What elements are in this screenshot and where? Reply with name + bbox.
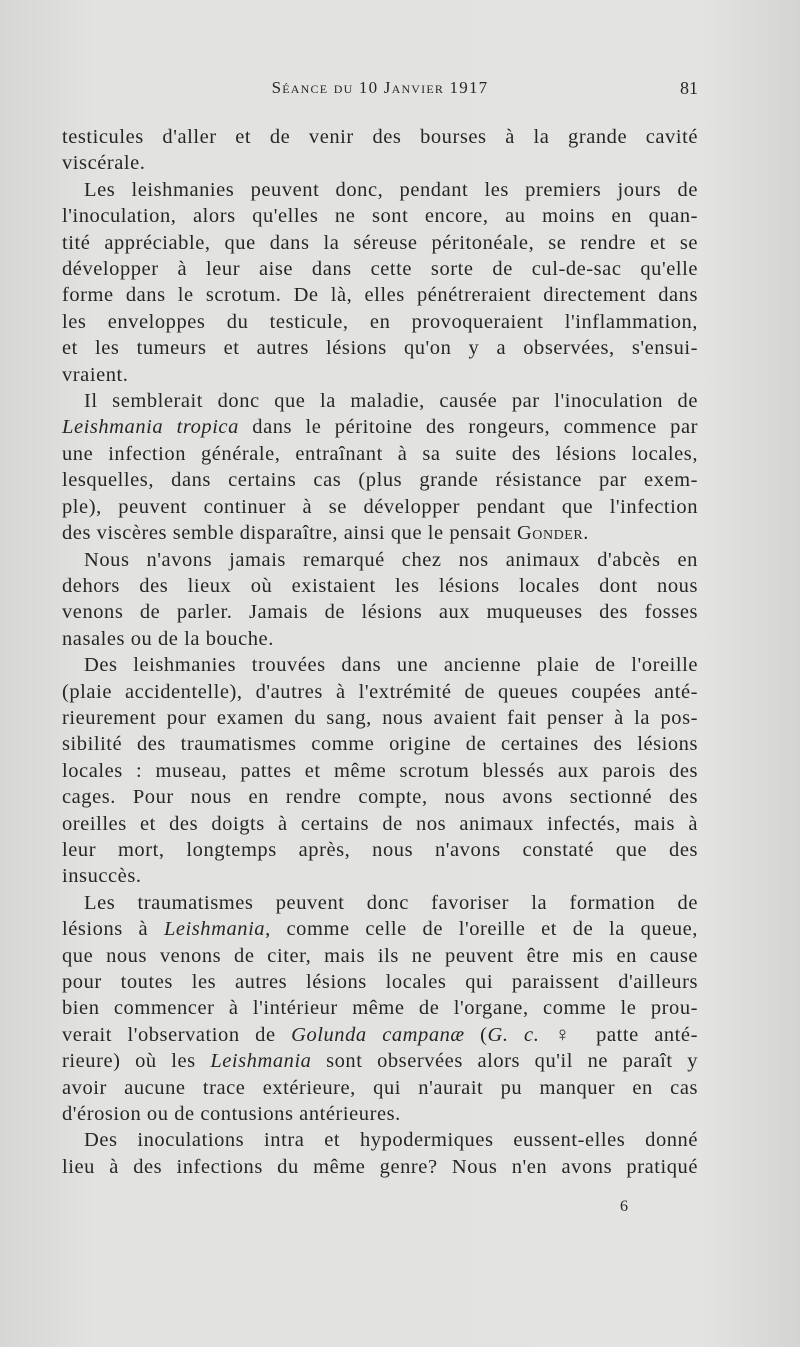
text-line [62, 1048, 698, 1074]
paragraph-1 [62, 124, 698, 177]
text-line [62, 414, 698, 440]
text-line: et les tumeurs et autres lésions qu'on y a observées, s'ensui- [62, 337, 698, 360]
text-line: dehors des lieux où existaient les lésions locales dont nous [62, 574, 698, 597]
text-line: bien commencer à l'intérieur même de l'organe, comme le prou- [62, 997, 698, 1020]
text-line: Des leishmanies trouvées dans une ancienne plaie de l'oreille [84, 654, 698, 677]
page-number: 81 [680, 78, 698, 98]
signature-mark: 6 [620, 1198, 628, 1215]
text-line: les enveloppes du testicule, en provoqueraient l'inflammation, [62, 310, 698, 333]
text-fragment: verait l'observation de [62, 1023, 276, 1046]
text-line: Les leishmanies peuvent donc, pendant les premiers jours de [84, 178, 698, 201]
text-line [62, 1022, 698, 1048]
text-line: nasales ou de la bouche. [62, 627, 274, 650]
running-title: Séance du 10 Janvier 1917 [271, 78, 489, 97]
italic-term: Leishmania [163, 918, 266, 941]
text-fragment: rieure) où les [62, 1050, 196, 1073]
italic-term: Golunda campanæ [291, 1023, 465, 1046]
text-line: oreilles et des doigts à certains de nos animaux infectés, mais à [62, 812, 698, 835]
text-fragment: , comme celle de l'oreille et de la queue, [265, 918, 698, 941]
paragraph-7 [62, 1127, 698, 1180]
text-line: leur mort, longtemps après, nous n'avons constaté que des [62, 838, 698, 861]
text-line: tité appréciable, que dans la séreuse péritonéale, se rendre et se [62, 231, 698, 254]
body-text [62, 124, 698, 1180]
text-line: locales : museau, pattes et même scrotum blessés aux parois des [62, 759, 698, 782]
paragraph-3 [62, 388, 698, 546]
text-line: avoir aucune trace extérieure, qui n'aurait pu manquer en cas [62, 1076, 698, 1099]
paragraph-6 [62, 890, 698, 1128]
paragraph-4 [62, 547, 698, 653]
text-line [62, 520, 698, 546]
text-fragment: lésions à [62, 918, 149, 941]
text-line: vraient. [62, 363, 129, 386]
paragraph-5 [62, 652, 698, 890]
italic-term: Leishmania tropica [62, 416, 239, 439]
text-line: que nous venons de citer, mais ils ne peuvent être mis en cause [62, 944, 698, 967]
text-line: viscérale. [62, 152, 146, 175]
text-line: lieu à des infections du même genre? Nous n'en avons pratiqué [62, 1155, 698, 1178]
text-line: développer à leur aise dans cette sorte de cul-de-sac qu'elle [62, 258, 698, 281]
text-fragment: patte anté- [596, 1023, 698, 1046]
female-symbol: ♀ [554, 1023, 581, 1046]
running-head [62, 78, 698, 102]
text-line: Il semblerait donc que la maladie, causée par l'inoculation de [84, 390, 698, 413]
text-fragment: dans le péritoine des rongeurs, commence par [252, 416, 698, 439]
author-name: Gonder. [516, 522, 589, 545]
text-line: l'inoculation, alors qu'elles ne sont encore, au moins en quan- [62, 205, 698, 228]
text-line: cages. Pour nous en rendre compte, nous avons sectionné des [62, 786, 698, 809]
text-line: ple), peuvent continuer à se développer pendant que l'infection [62, 495, 698, 518]
paren: ( [480, 1023, 488, 1046]
text-line: pour toutes les autres lésions locales qui paraissent d'ailleurs [62, 971, 698, 993]
text-fragment: sont observées alors qu'il ne paraît y [326, 1050, 698, 1073]
text-line: sibilité des traumatismes comme origine de certaines des lésions [62, 733, 698, 756]
text-line: lesquelles, dans certains cas (plus grande résistance par exem- [62, 469, 698, 492]
italic-term: G. c. [487, 1023, 540, 1046]
text-line [62, 916, 698, 942]
text-line: forme dans le scrotum. De là, elles pénétreraient directement dans [62, 284, 698, 307]
paragraph-2 [62, 177, 698, 388]
text-line: testicules d'aller et de venir des bourses à la grande cavité [62, 126, 698, 148]
text-line: venons de parler. Jamais de lésions aux muqueuses des fosses [62, 601, 698, 624]
text-line: rieurement pour examen du sang, nous avaient fait penser à la pos- [62, 706, 698, 729]
text-line: Les traumatismes peuvent donc favoriser la formation de [84, 891, 698, 914]
text-line: une infection générale, entraînant à sa suite des lésions locales, [62, 442, 698, 465]
text-line: d'érosion ou de contusions antérieures. [62, 1103, 401, 1126]
text-line: Des inoculations intra et hypodermiques eussent-elles donné [84, 1129, 698, 1152]
text-line: insuccès. [62, 865, 142, 888]
text-line: (plaie accidentelle), d'autres à l'extrémité de queues coupées anté- [62, 680, 698, 703]
text-line: Nous n'avons jamais remarqué chez nos animaux d'abcès en [84, 548, 698, 571]
italic-term: Leishmania [210, 1050, 312, 1073]
text-fragment: des viscères semble disparaître, ainsi que le pensait [62, 522, 512, 545]
